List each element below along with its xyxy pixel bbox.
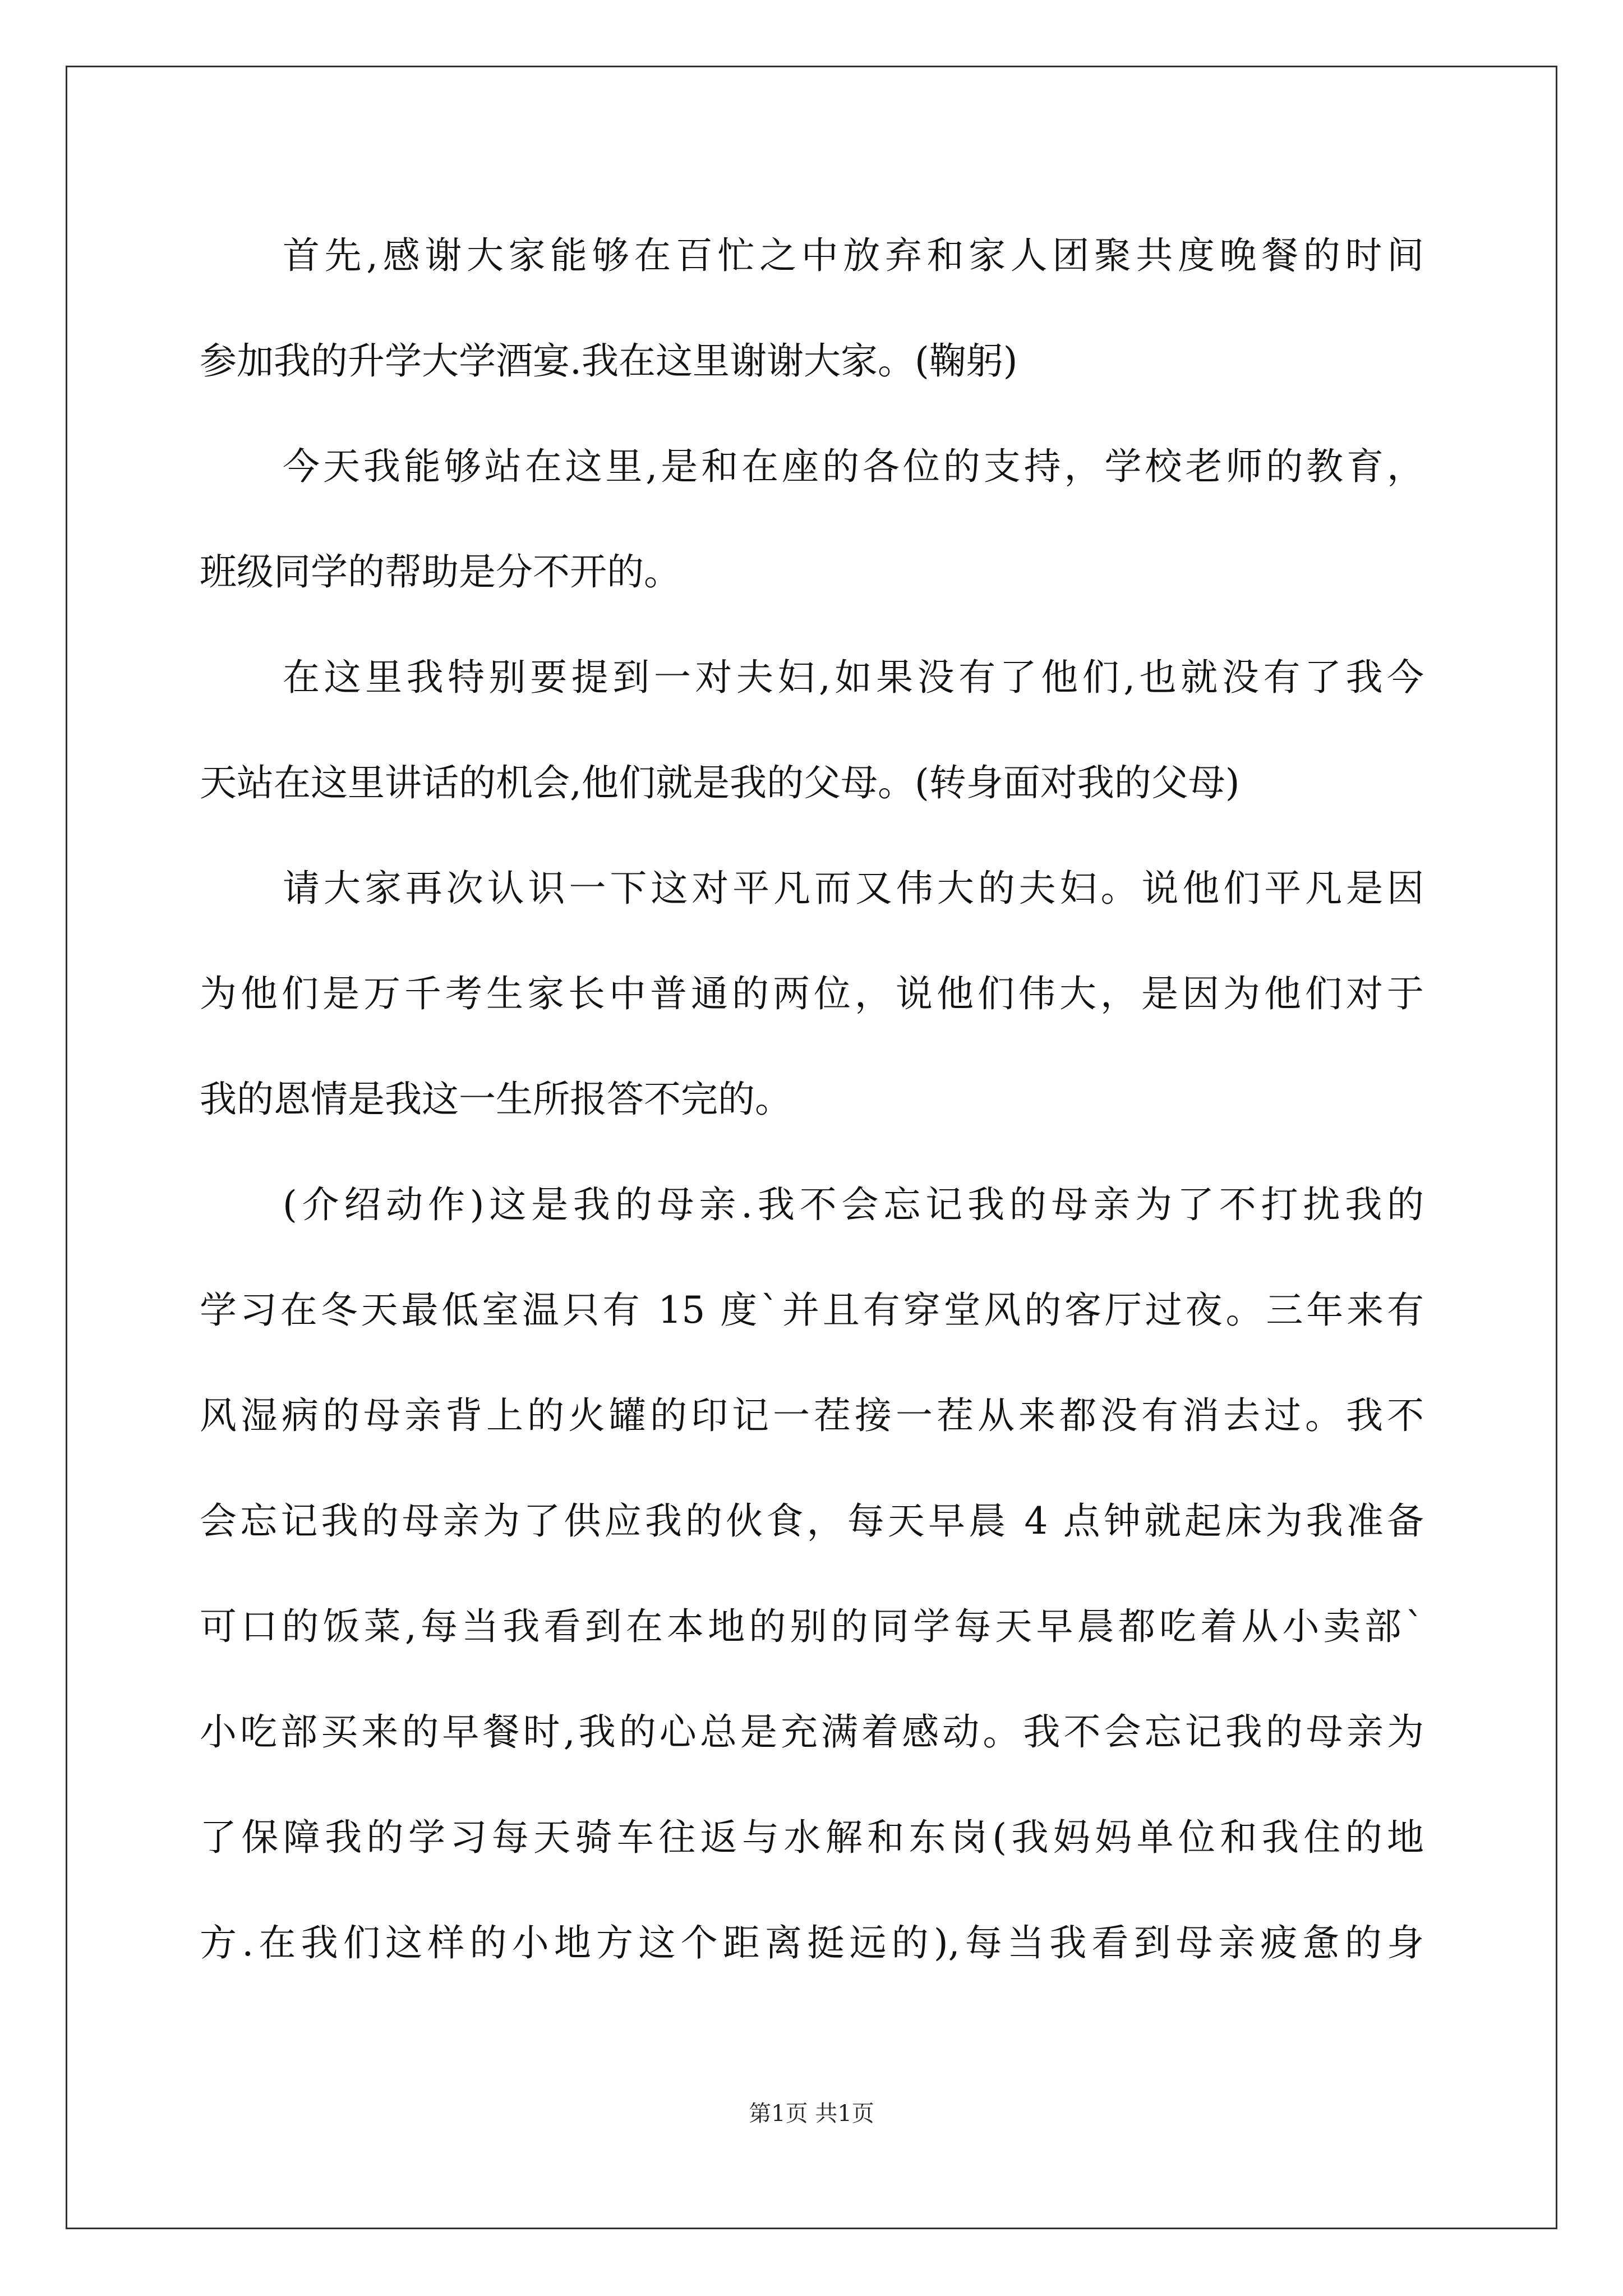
text-line-4: 班级同学的帮助是分不开的。 xyxy=(200,550,681,593)
document-body xyxy=(200,203,1424,1996)
text-line-5: 在这里我特别要提到一对夫妇,如果没有了他们,也就没有了我今 xyxy=(283,656,1424,699)
text-line-11: 学习在冬天最低室温只有 15 度`并且有穿堂风的客厅过夜。三年来有 xyxy=(200,1289,1424,1332)
text-line-9: 我的恩情是我这一生所报答不完的。 xyxy=(200,1078,792,1121)
text-line-14: 可口的饭菜,每当我看到在本地的别的同学每天早晨都吃着从小卖部` xyxy=(200,1605,1424,1648)
text-line-7: 请大家再次认识一下这对平凡而又伟大的夫妇。说他们平凡是因 xyxy=(283,867,1424,910)
text-line-16: 了保障我的学习每天骑车往返与水解和东岗(我妈妈单位和我住的地 xyxy=(200,1816,1424,1859)
text-line-12: 风湿病的母亲背上的火罐的印记一茬接一茬从来都没有消去过。我不 xyxy=(200,1394,1424,1437)
text-line-13: 会忘记我的母亲为了供应我的伙食，每天早晨 4 点钟就起床为我准备 xyxy=(200,1499,1424,1543)
text-line-10: (介绍动作)这是我的母亲.我不会忘记我的母亲为了不打扰我的 xyxy=(283,1183,1424,1226)
text-line-17: 方.在我们这样的小地方这个距离挺远的),每当我看到母亲疲惫的身 xyxy=(200,1921,1424,1964)
text-line-2: 参加我的升学大学酒宴.我在这里谢谢大家。(鞠躬) xyxy=(200,339,1018,383)
text-line-8: 为他们是万千考生家长中普通的两位，说他们伟大，是因为他们对于 xyxy=(200,972,1424,1015)
text-line-3: 今天我能够站在这里,是和在座的各位的支持，学校老师的教育， xyxy=(283,445,1424,488)
text-line-15: 小吃部买来的早餐时,我的心总是充满着感动。我不会忘记我的母亲为 xyxy=(200,1710,1424,1754)
text-line-1: 首先,感谢大家能够在百忙之中放弃和家人团聚共度晚餐的时间 xyxy=(283,234,1424,277)
page-number-footer: 第1页 共1页 xyxy=(749,2101,874,2127)
text-line-6: 天站在这里讲话的机会,他们就是我的父母。(转身面对我的父母) xyxy=(200,761,1240,804)
